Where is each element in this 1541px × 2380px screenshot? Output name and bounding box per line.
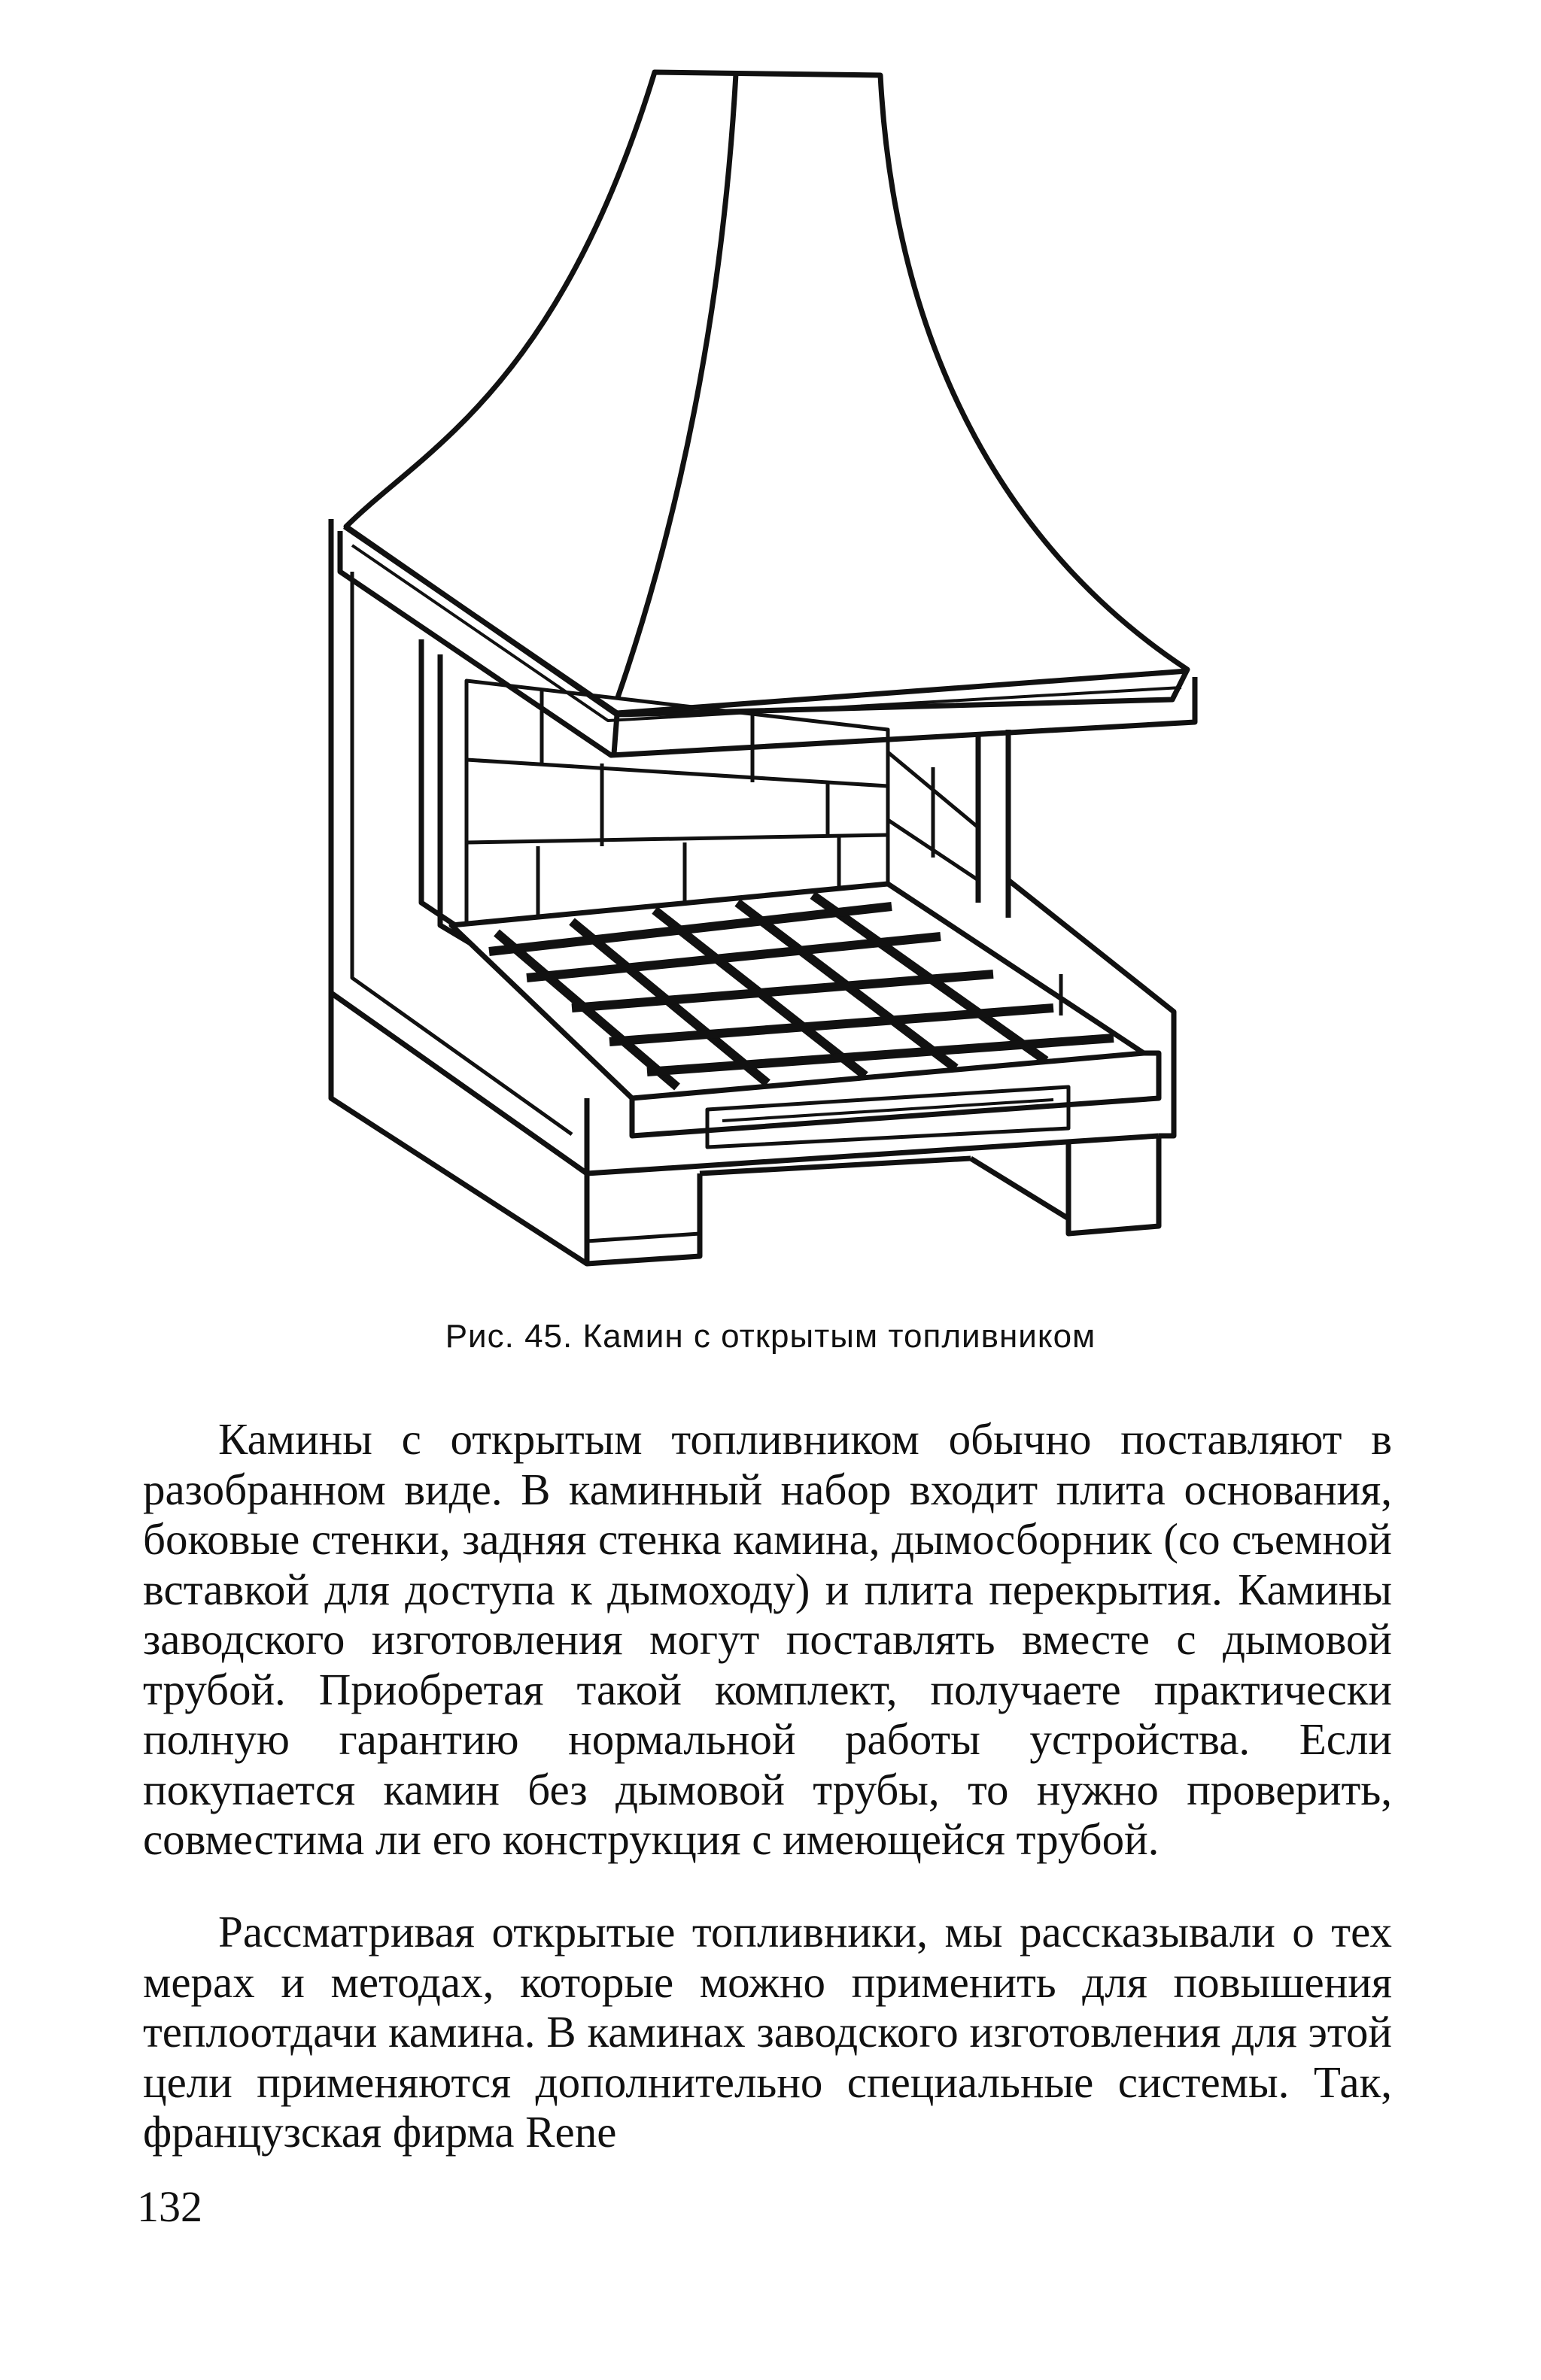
page-number: 132 — [137, 2182, 202, 2231]
figure-caption: Рис. 45. Камин с открытым топливником — [445, 1318, 1096, 1355]
paragraph-text: Рассматривая открытые топливники, мы рассказывали о тех мерах и методах, которые можно применить для повышения теплоотдачи камина. В каминах заводского изготовления для этой цели применяются дополнительно специальные системы. Так, французская фирма Rene — [143, 1907, 1392, 2157]
paragraph-text: Камины с открытым топливником обычно поставляют в разобранном виде. В каминный набор входит плита основания, боковые стенки, задняя стенка камина, дымосборник (со съемной вставкой для доступа к дымоходу) и плита перекрытия. Камины заводского изготовления могут поставлять вместе с дымовой трубой. Приобретая такой комплект, получаете практически полную гарантию нормальной работы устройства. Если покупается камин без дымовой трубы, то нужно проверить, совместима ли его конструкция с имеющейся трубой. — [143, 1414, 1392, 1864]
body-paragraph-1 — [143, 1414, 1392, 1865]
body-paragraph-2 — [143, 1907, 1392, 2157]
fireplace-illustration — [316, 60, 1204, 1279]
